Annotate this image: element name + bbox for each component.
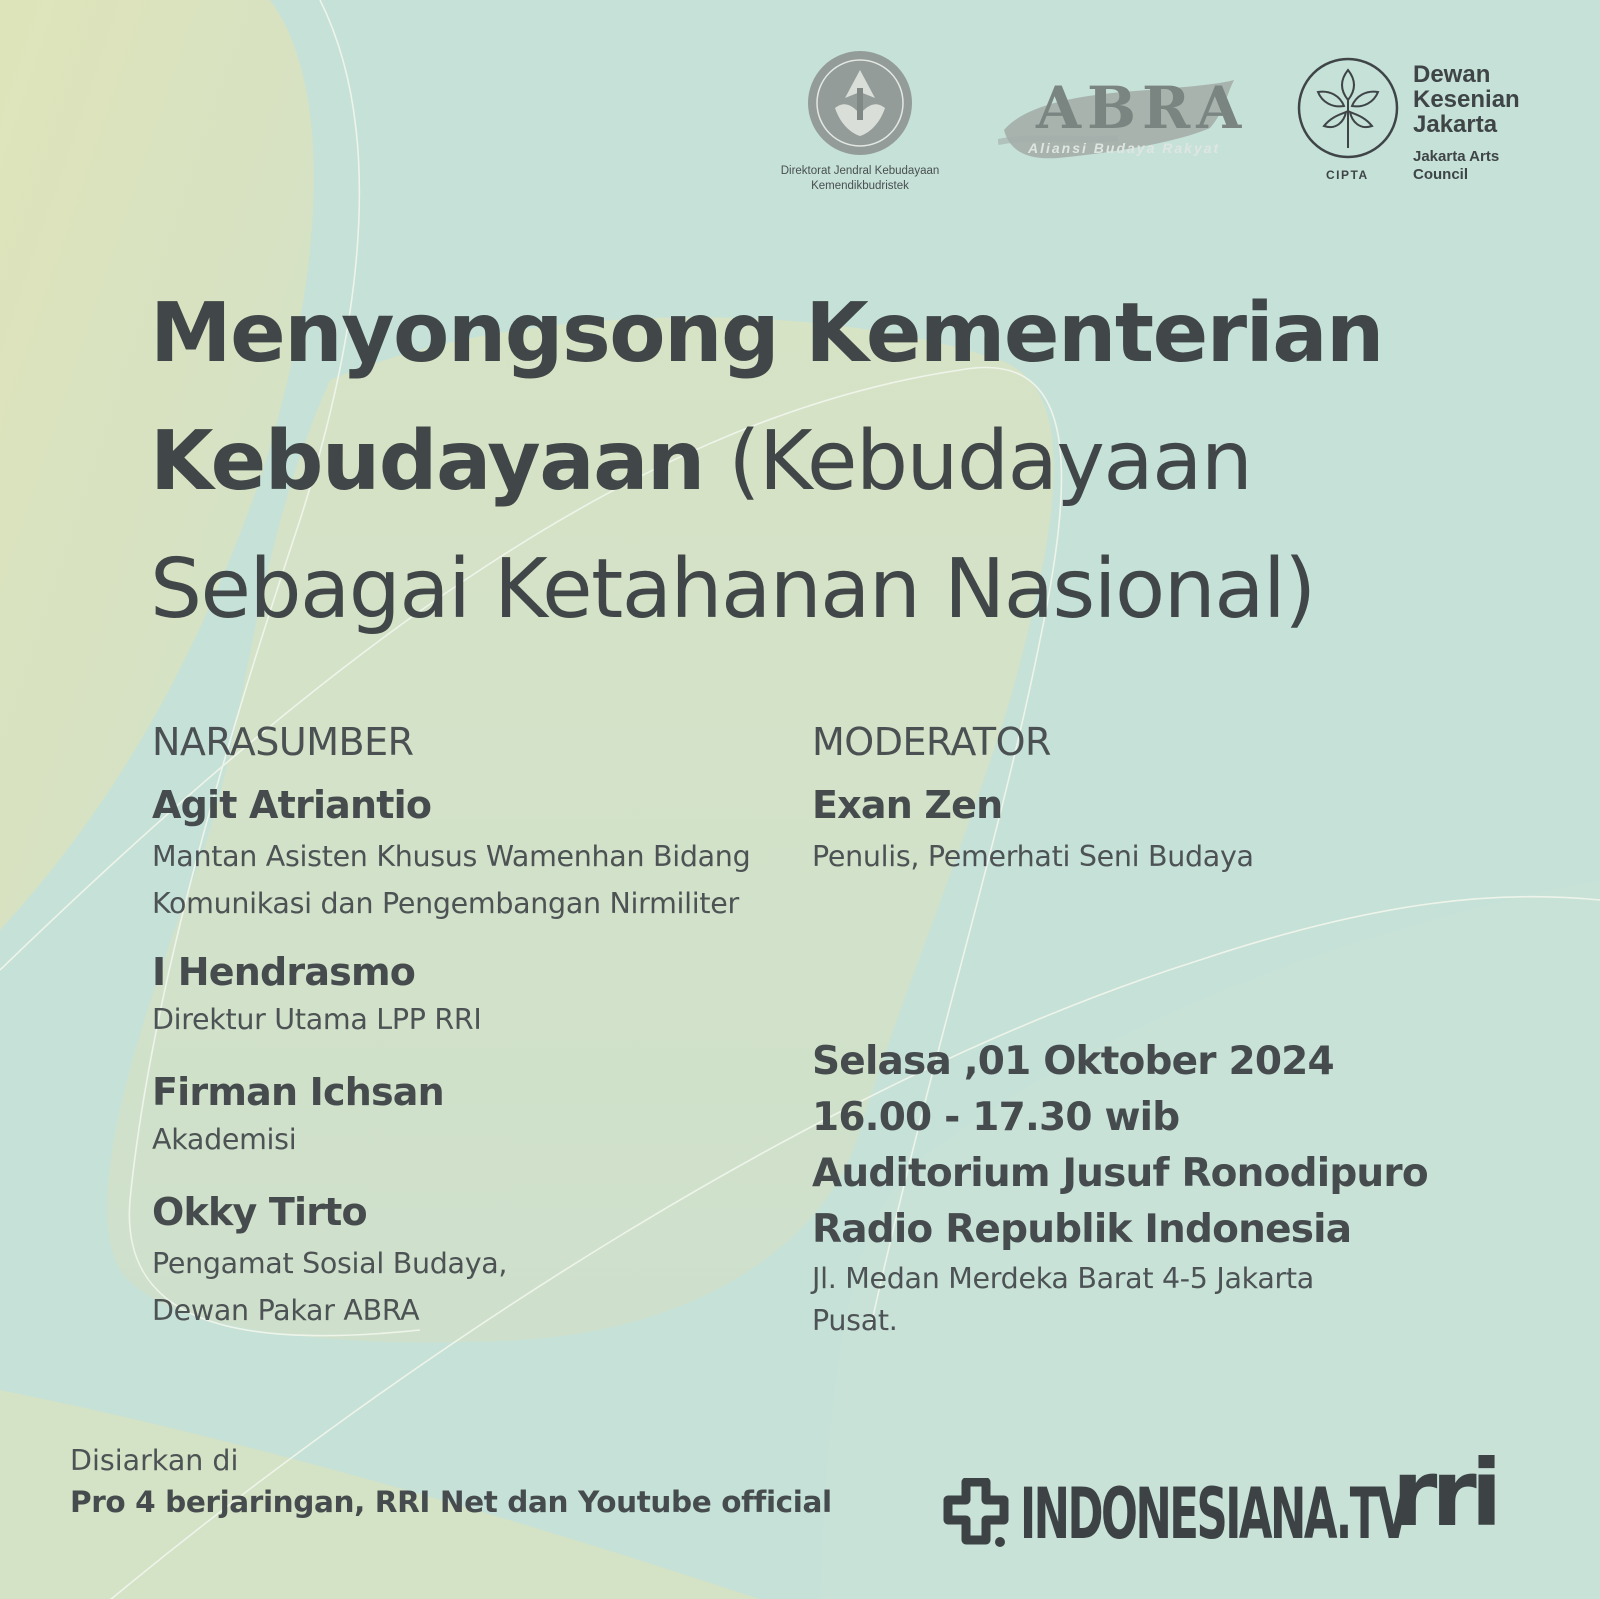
dkj-name-line2: Kesenian [1413,86,1520,113]
moderator-item [812,783,1254,880]
event-time: 16.00 - 17.30 wib [812,1095,1180,1140]
speaker-item [152,783,750,927]
speaker-name: I Hendrasmo [152,950,416,994]
speaker-role-line1: Direktur Utama LPP RRI [152,1003,482,1036]
kemendikbud-caption-line1: Direktorat Jendral Kebudayaan [780,165,940,177]
indonesiana-cross-mark-icon [940,1478,1012,1550]
event-venue-line2: Radio Republik Indonesia [812,1207,1352,1252]
event-details [812,1034,1552,1342]
speaker-role-line1: Mantan Asisten Khusus Wamenhan Bidang [152,840,751,873]
dkj-name-line1: Dewan [1413,61,1491,88]
abra-wordmark: ABRA [1036,74,1248,142]
indonesiana-wordmark: INDONESIANA.TV [1020,1473,1409,1555]
speaker-role-line2: Komunikasi dan Pengembangan Nirmiliter [152,887,739,920]
speaker-role-line1: Pengamat Sosial Budaya, [152,1247,508,1280]
speaker-item [152,1070,444,1163]
speaker-name: Firman Ichsan [152,1070,444,1114]
title-line2-bold: Kebudayaan [150,414,704,509]
cipta-label: CIPTA [1326,168,1369,182]
dkj-sub-line1: Jakarta Arts [1413,148,1500,165]
moderator-name: Exan Zen [812,783,1003,827]
event-venue-line1: Auditorium Jusuf Ronodipuro [812,1151,1428,1196]
logo-indonesiana-tv [940,1472,1409,1562]
event-address-line2: Pusat. [812,1304,898,1337]
speaker-role-line1: Akademisi [152,1123,297,1156]
logo-rri: rri [1392,1440,1497,1547]
abra-tagline: Aliansi Budaya Rakyat [1028,140,1221,156]
speaker-name: Agit Atriantio [152,783,432,827]
logo-abra [998,72,1248,172]
title-line3: Sebagai Ketahanan Nasional) [150,542,1315,637]
title-line2-light: (Kebudayaan [703,414,1252,509]
dkj-sub-line2: Council [1413,166,1468,183]
broadcast-channels: Pro 4 berjaringan, RRI Net dan Youtube official [70,1485,832,1519]
speakers-heading: NARASUMBER [152,720,414,764]
moderator-heading: MODERATOR [812,720,1051,764]
speaker-name: Okky Tirto [152,1190,367,1234]
logo-dkj [1296,56,1556,196]
speaker-item [152,1190,507,1334]
cipta-leaf-emblem-icon [1296,56,1400,160]
event-address-line1: Jl. Medan Merdeka Barat 4-5 Jakarta [812,1262,1314,1295]
moderator-role: Penulis, Pemerhati Seni Budaya [812,840,1254,873]
dkj-name-line3: Jakarta [1413,111,1498,138]
broadcast-label: Disiarkan di [70,1444,239,1477]
tut-wuri-handayani-seal-icon [805,48,915,158]
event-date: Selasa ,01 Oktober 2024 [812,1039,1334,1084]
speaker-item [152,950,482,1043]
speaker-role-line2: Dewan Pakar ABRA [152,1294,420,1327]
kemendikbud-caption-line2: Kemendikbudristek [811,180,909,192]
title-line1: Menyongsong Kementerian [150,286,1383,381]
logo-kemendikbud [760,48,960,198]
broadcast-info [70,1444,870,1519]
